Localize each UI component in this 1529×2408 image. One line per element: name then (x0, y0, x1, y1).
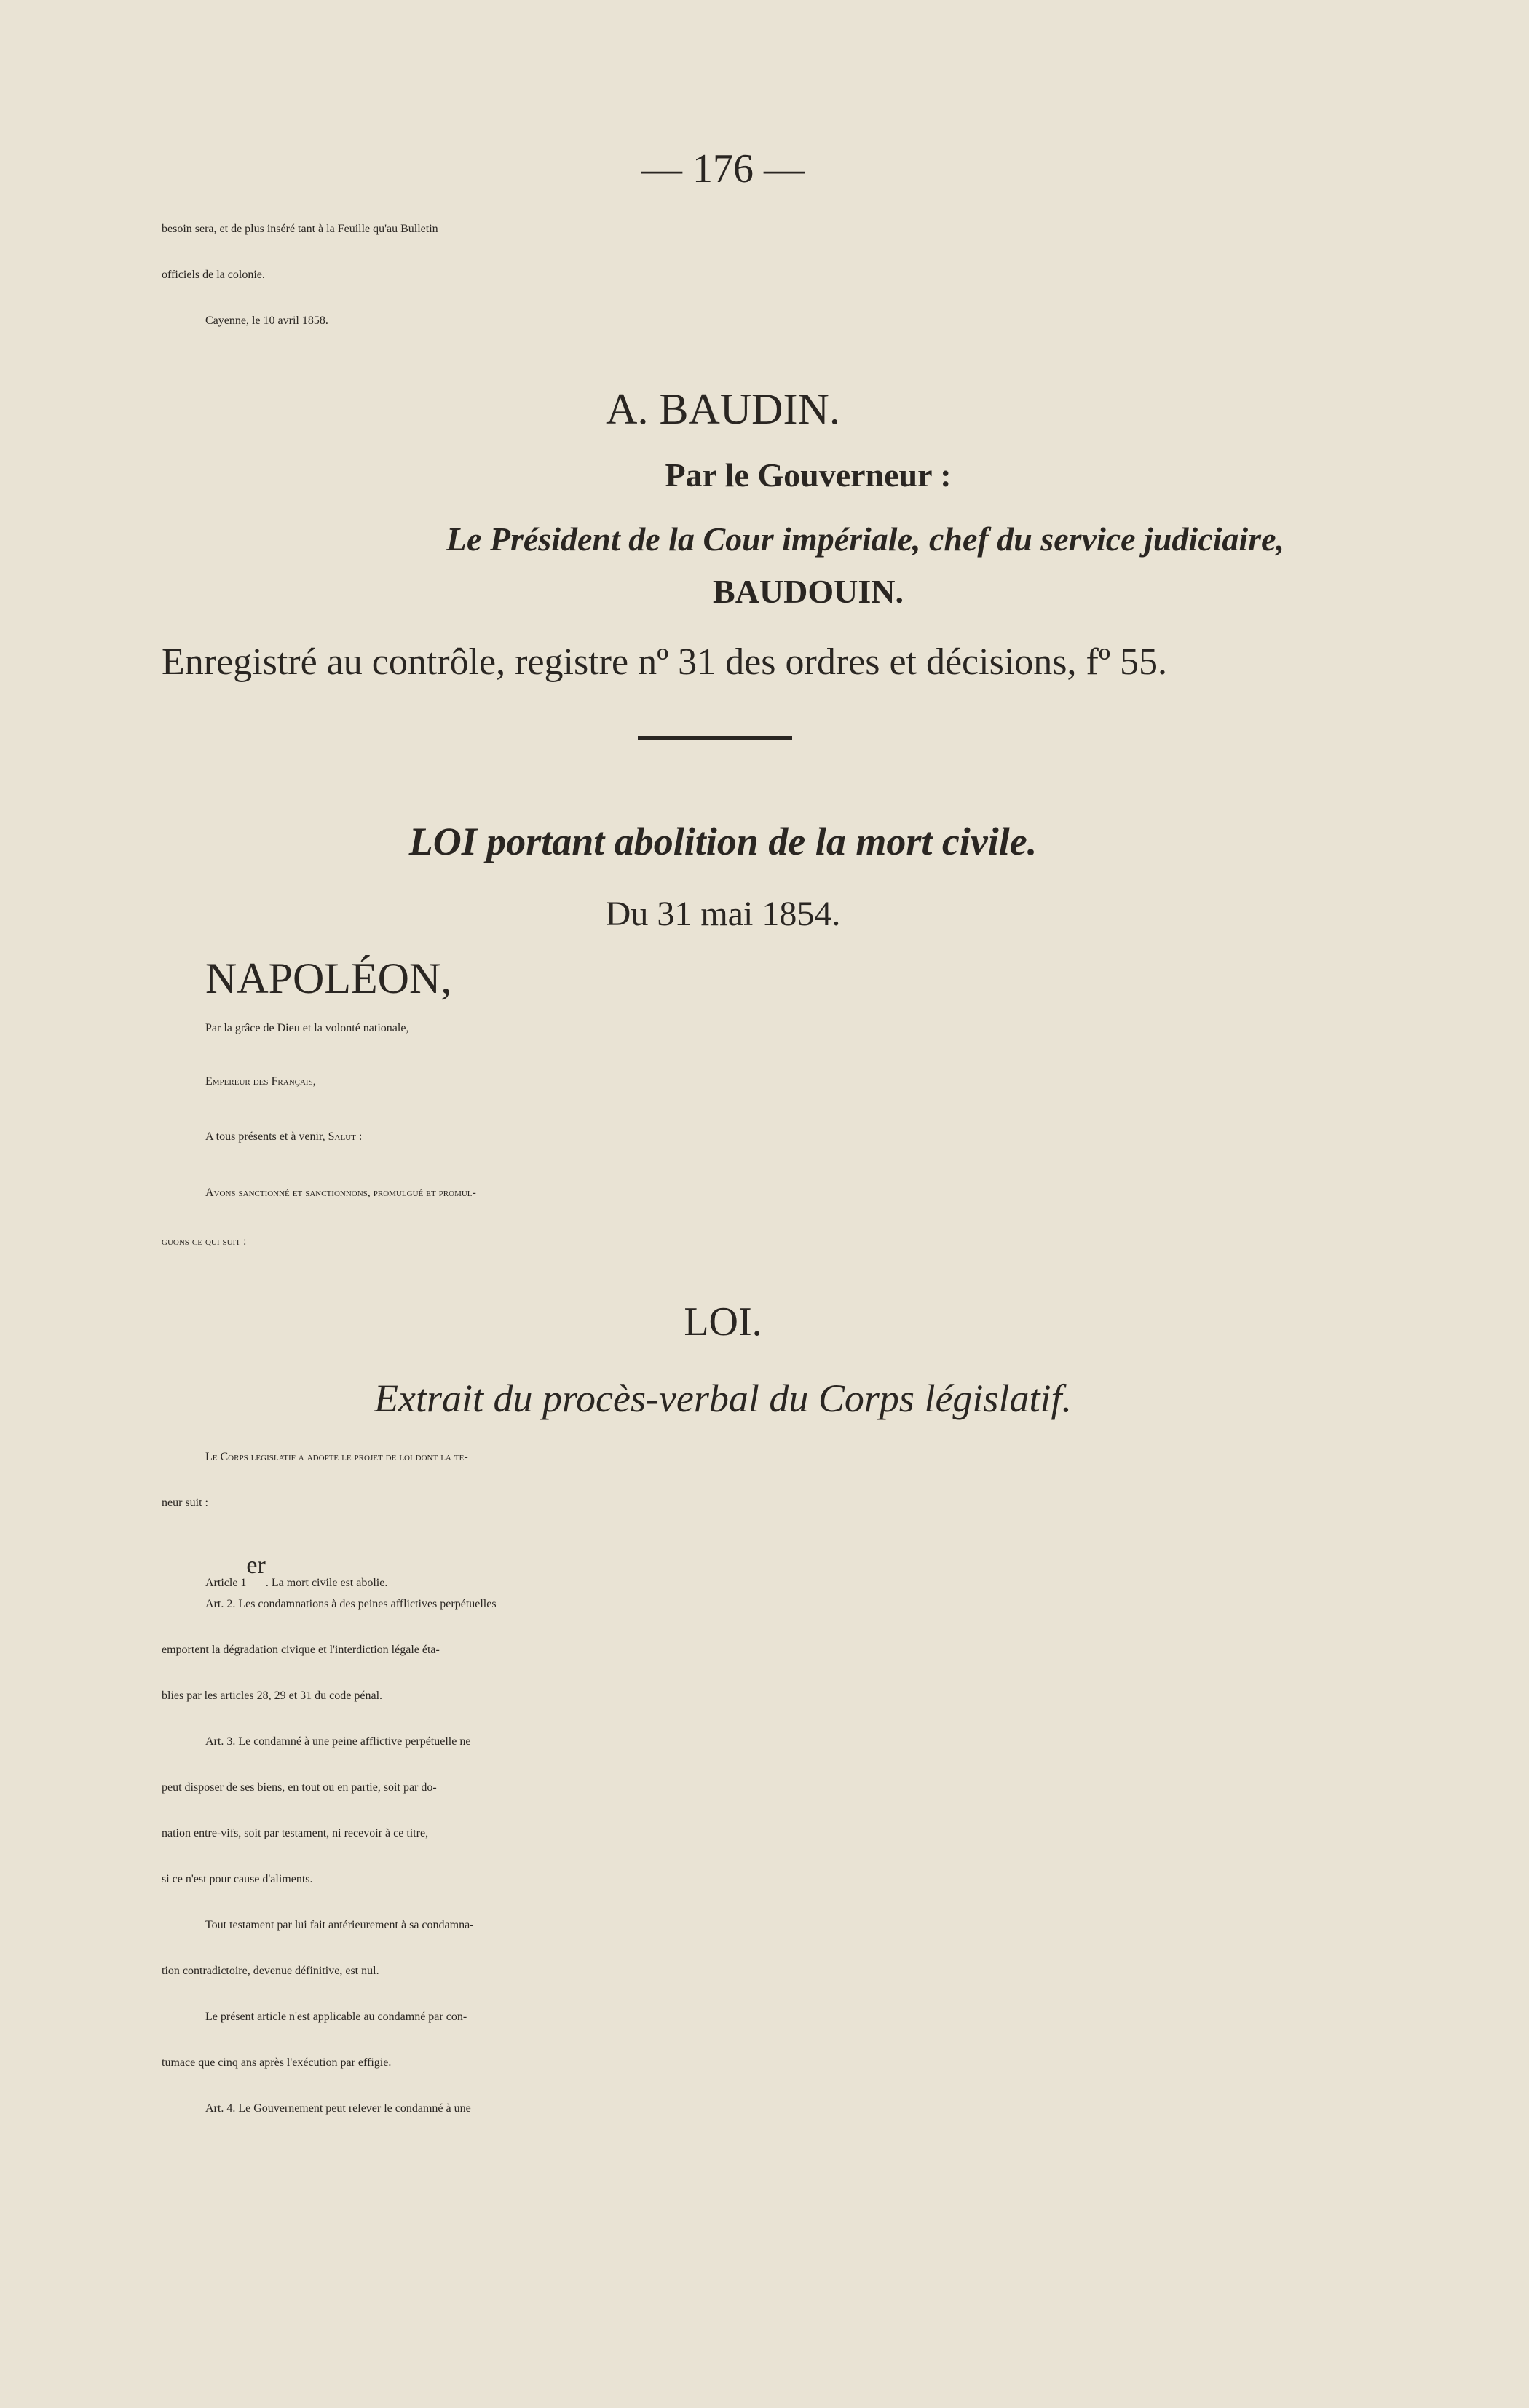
adopted-line-2: neur suit : (162, 1497, 208, 1509)
loi-heading: LOI. (684, 1299, 762, 1344)
article-2-line: emportent la dégradation civique et l'interdiction légale éta- (162, 1644, 440, 1656)
article-3-line: peut disposer de ses biens, en tout ou en partie, soit par do- (162, 1781, 437, 1794)
salute-text: A tous présents et à venir, (205, 1130, 328, 1143)
adopted-line: Le Corps législatif a adopté le projet de loi dont la te- (205, 1451, 468, 1463)
signature: A. BAUDIN. (606, 385, 840, 433)
article-4-line: Art. 4. Le Gouvernement peut relever le condamné à une (205, 2102, 471, 2115)
law-title: LOI portant abolition de la mort civile. (408, 820, 1038, 863)
emperor-title: Empereur des Français, (205, 1075, 316, 1088)
registration-line: Enregistré au contrôle, registre nº 31 des ordres et décisions, fº 55. (162, 641, 1167, 683)
salute-line (205, 1130, 1328, 1144)
article-3-line: Tout testament par lui fait antérieurement à sa condamna- (205, 1919, 474, 1931)
page-number: — 176 — (641, 146, 805, 191)
article-3-line: Le présent article n'est applicable au condamné par con- (205, 2011, 467, 2023)
salute-word: Salut : (328, 1130, 363, 1143)
divider-rule (638, 736, 792, 740)
article-1-text: . La mort civile est abolie. (265, 1577, 388, 1589)
article-3-line: Art. 3. Le condamné à une peine afflictive perpétuelle ne (205, 1735, 471, 1748)
law-date: Du 31 mai 1854. (605, 895, 841, 933)
president-name: BAUDOUIN. (713, 573, 904, 610)
grace-line: Par la grâce de Dieu et la volonté nationale, (205, 1022, 409, 1034)
text-line: besoin sera, et de plus inséré tant à la Feuille qu'au Bulletin (162, 223, 438, 235)
article-3-line: tumace que cinq ans après l'exécution par effigie. (162, 2056, 392, 2069)
article-1-label: Article 1 (205, 1577, 247, 1589)
president-title: Le Président de la Cour impériale, chef du service judiciaire, (446, 520, 1284, 558)
article-2-line: blies par les articles 28, 29 et 31 du code pénal. (162, 1690, 383, 1702)
sanction-line: Avons sanctionné et sanctionnons, promulgué et promul- (205, 1187, 476, 1199)
article-1 (205, 1552, 1328, 1590)
text-line: officiels de la colonie. (162, 269, 265, 281)
by-governor: Par le Gouverneur : (665, 456, 952, 494)
article-3-line: si ce n'est pour cause d'aliments. (162, 1873, 313, 1885)
article-3-line: nation entre-vifs, soit par testament, ni recevoir à ce titre, (162, 1827, 429, 1839)
extract-heading: Extrait du procès-verbal du Corps législatif. (374, 1377, 1072, 1420)
sanction-line-2: guons ce qui suit : (162, 1235, 247, 1248)
date-line: Cayenne, le 10 avril 1858. (205, 314, 328, 327)
article-2-line: Art. 2. Les condamnations à des peines afflictives perpétuelles (205, 1598, 497, 1610)
article-3-line: tion contradictoire, devenue définitive, est nul. (162, 1965, 379, 1977)
article-1-sup: er (246, 1552, 266, 1579)
emperor-name: NAPOLÉON, (205, 954, 452, 1002)
